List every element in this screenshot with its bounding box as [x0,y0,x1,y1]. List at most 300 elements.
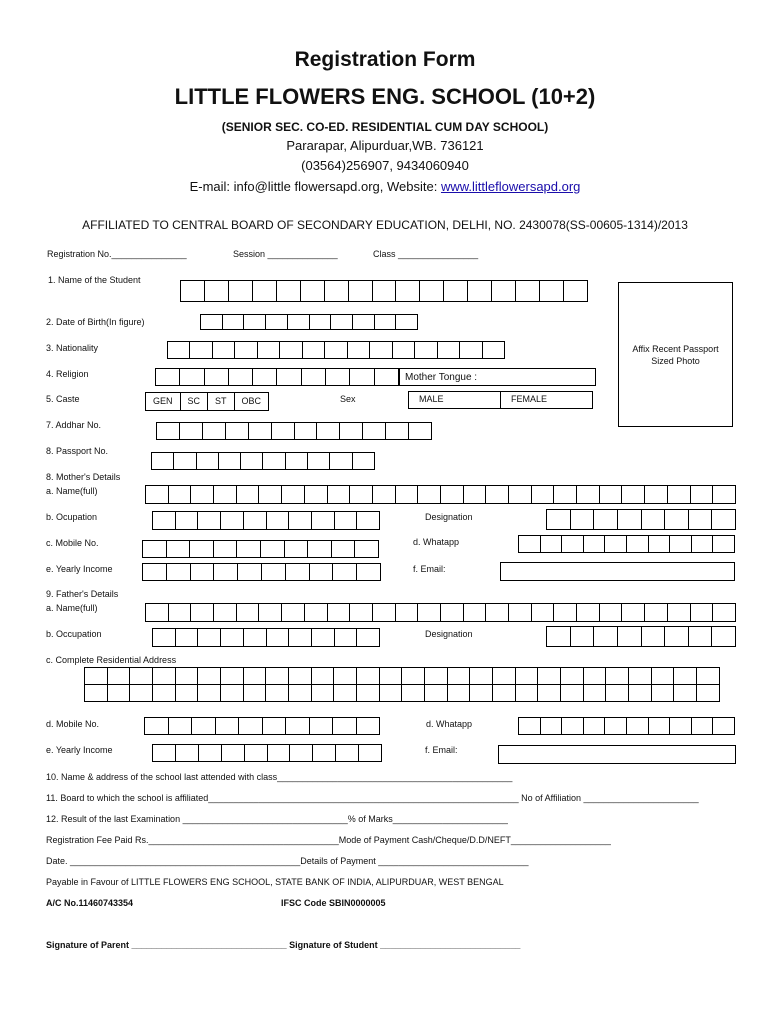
char-box[interactable] [156,369,180,385]
char-box[interactable] [176,512,199,529]
char-box[interactable] [221,629,244,646]
char-box[interactable] [191,486,214,503]
char-box[interactable] [402,668,425,684]
char-box[interactable] [266,668,289,684]
char-box[interactable] [167,541,191,557]
char-box[interactable] [333,718,357,734]
char-box[interactable] [237,486,260,503]
char-box[interactable] [191,604,214,621]
char-box[interactable] [268,745,291,761]
char-box[interactable] [357,629,379,646]
char-box[interactable] [190,541,214,557]
char-box[interactable] [214,486,237,503]
signature-line[interactable]: Signature of Parent _______________________________ Signature of Student ____________________________ [46,940,521,950]
char-box[interactable] [85,668,108,684]
char-box[interactable] [396,604,419,621]
caste-st[interactable]: ST [208,393,235,410]
date-line[interactable]: Date. ______________________________________________Details of Payment ______________________________ [46,856,529,866]
char-box[interactable] [629,685,652,701]
char-box[interactable] [594,510,618,529]
char-box[interactable] [538,685,561,701]
char-box[interactable] [353,315,375,329]
char-box[interactable] [222,745,245,761]
char-box[interactable] [486,486,509,503]
mother-whatapp-boxes[interactable] [518,535,735,553]
char-box[interactable] [697,685,719,701]
char-box[interactable] [176,629,199,646]
caste-options[interactable] [145,392,269,411]
char-box[interactable] [350,486,373,503]
sex-female[interactable]: FEMALE [511,394,548,404]
char-box[interactable] [564,281,587,301]
char-box[interactable] [618,627,642,646]
char-box[interactable] [584,668,607,684]
char-box[interactable] [691,604,714,621]
char-box[interactable] [201,315,223,329]
char-box[interactable] [357,512,379,529]
char-box[interactable] [516,668,539,684]
char-box[interactable] [272,423,295,439]
char-box[interactable] [169,604,192,621]
char-box[interactable] [108,685,131,701]
char-box[interactable] [438,342,460,358]
mother-email-box[interactable] [500,562,735,581]
char-box[interactable] [493,668,516,684]
char-box[interactable] [305,486,328,503]
sex-options[interactable] [408,391,593,409]
char-box[interactable] [277,281,301,301]
char-box[interactable] [393,342,415,358]
char-box[interactable] [267,512,290,529]
char-box[interactable] [373,281,397,301]
char-box[interactable] [198,685,221,701]
char-box[interactable] [143,564,167,580]
char-box[interactable] [176,745,199,761]
char-box[interactable] [328,604,351,621]
char-box[interactable] [214,604,237,621]
char-box[interactable] [606,685,629,701]
char-box[interactable] [263,718,287,734]
char-box[interactable] [622,604,645,621]
char-box[interactable] [295,423,318,439]
char-box[interactable] [627,536,649,552]
char-box[interactable] [305,604,328,621]
char-box[interactable] [335,512,358,529]
char-box[interactable] [249,423,272,439]
char-box[interactable] [237,604,260,621]
char-box[interactable] [259,486,282,503]
char-box[interactable] [357,668,380,684]
char-box[interactable] [282,604,305,621]
char-box[interactable] [547,627,571,646]
char-box[interactable] [571,627,595,646]
char-box[interactable] [302,369,326,385]
char-box[interactable] [146,486,169,503]
q11-line[interactable]: 11. Board to which the school is affiliated______________________________________________________________ No of Affiliation _______________________ [46,793,699,803]
char-box[interactable] [396,315,417,329]
char-box[interactable] [350,604,373,621]
char-box[interactable] [221,668,244,684]
char-box[interactable] [441,604,464,621]
char-box[interactable] [280,342,302,358]
char-box[interactable] [532,486,555,503]
char-box[interactable] [425,668,448,684]
father-designation-boxes[interactable] [546,626,736,647]
char-box[interactable] [261,541,285,557]
char-box[interactable] [277,369,301,385]
char-box[interactable] [214,541,238,557]
char-box[interactable] [203,423,226,439]
char-box[interactable] [600,604,623,621]
char-box[interactable] [584,536,606,552]
char-box[interactable] [130,685,153,701]
char-box[interactable] [562,718,584,734]
char-box[interactable] [336,745,359,761]
char-box[interactable] [348,342,370,358]
char-box[interactable] [493,685,516,701]
char-box[interactable] [470,668,493,684]
char-box[interactable] [253,369,277,385]
char-box[interactable] [645,486,668,503]
char-box[interactable] [258,342,280,358]
char-box[interactable] [334,668,357,684]
char-box[interactable] [241,453,263,469]
char-box[interactable] [618,510,642,529]
char-box[interactable] [460,342,482,358]
char-box[interactable] [519,536,541,552]
q12-line[interactable]: 12. Result of the last Examination _________________________________% of Marks_______________________ [46,814,508,824]
char-box[interactable] [584,685,607,701]
char-box[interactable] [244,512,267,529]
char-box[interactable] [244,685,267,701]
char-box[interactable] [199,745,222,761]
father-occupation-boxes[interactable] [152,628,380,647]
char-box[interactable] [301,281,325,301]
char-box[interactable] [198,512,221,529]
char-box[interactable] [349,281,373,301]
char-box[interactable] [332,541,356,557]
char-box[interactable] [622,486,645,503]
char-box[interactable] [674,685,697,701]
char-box[interactable] [689,627,713,646]
char-box[interactable] [190,342,212,358]
caste-gen[interactable]: GEN [146,393,181,410]
char-box[interactable] [226,423,249,439]
char-box[interactable] [516,281,540,301]
char-box[interactable] [192,718,216,734]
char-box[interactable] [244,315,266,329]
char-box[interactable] [205,281,229,301]
char-box[interactable] [333,564,357,580]
char-box[interactable] [418,486,441,503]
char-box[interactable] [712,627,735,646]
char-box[interactable] [357,718,380,734]
char-box[interactable] [577,604,600,621]
char-box[interactable] [713,536,734,552]
father-whatapp-boxes[interactable] [518,717,735,735]
char-box[interactable] [308,453,330,469]
mother-occupation-boxes[interactable] [152,511,380,530]
char-box[interactable] [670,536,692,552]
char-box[interactable] [85,685,108,701]
char-box[interactable] [483,342,504,358]
mother-name-boxes[interactable] [145,485,736,504]
char-box[interactable] [441,486,464,503]
char-box[interactable] [335,629,358,646]
char-box[interactable] [239,718,263,734]
char-box[interactable] [130,668,153,684]
char-box[interactable] [541,536,563,552]
char-box[interactable] [334,685,357,701]
char-box[interactable] [237,541,261,557]
father-mobile-boxes[interactable] [144,717,380,735]
char-box[interactable] [713,604,735,621]
char-box[interactable] [317,423,340,439]
mother-mobile-boxes[interactable] [142,540,379,558]
char-box[interactable] [259,604,282,621]
char-box[interactable] [606,668,629,684]
char-box[interactable] [547,510,571,529]
char-box[interactable] [328,486,351,503]
caste-sc[interactable]: SC [181,393,209,410]
char-box[interactable] [289,668,312,684]
char-box[interactable] [697,668,719,684]
dob-boxes[interactable] [200,314,418,330]
char-box[interactable] [357,564,380,580]
caste-obc[interactable]: OBC [241,396,262,406]
char-box[interactable] [605,718,627,734]
char-box[interactable] [282,486,305,503]
char-box[interactable] [538,668,561,684]
char-box[interactable] [561,685,584,701]
char-box[interactable] [370,342,392,358]
father-email-box[interactable] [498,745,736,764]
char-box[interactable] [169,486,192,503]
char-box[interactable] [571,510,595,529]
char-box[interactable] [448,685,471,701]
char-box[interactable] [691,486,714,503]
father-name-boxes[interactable] [145,603,736,622]
char-box[interactable] [420,281,444,301]
char-box[interactable] [313,745,336,761]
char-box[interactable] [167,564,191,580]
char-box[interactable] [425,685,448,701]
char-box[interactable] [670,718,692,734]
char-box[interactable] [649,718,671,734]
aadhar-boxes[interactable] [156,422,432,440]
char-box[interactable] [464,604,487,621]
char-box[interactable] [288,315,310,329]
char-box[interactable] [402,685,425,701]
char-box[interactable] [310,718,334,734]
char-box[interactable] [286,564,310,580]
char-box[interactable] [600,486,623,503]
char-box[interactable] [325,342,347,358]
char-box[interactable] [375,369,398,385]
char-box[interactable] [180,369,204,385]
char-box[interactable] [359,745,381,761]
char-box[interactable] [492,281,516,301]
char-box[interactable] [340,423,363,439]
char-box[interactable] [509,486,532,503]
char-box[interactable] [331,315,353,329]
char-box[interactable] [418,604,441,621]
char-box[interactable] [668,604,691,621]
char-box[interactable] [415,342,437,358]
char-box[interactable] [577,486,600,503]
char-box[interactable] [108,668,131,684]
char-box[interactable] [665,627,689,646]
char-box[interactable] [285,541,309,557]
char-box[interactable] [561,668,584,684]
char-box[interactable] [244,668,267,684]
char-box[interactable] [516,685,539,701]
char-box[interactable] [253,281,277,301]
char-box[interactable] [197,453,219,469]
char-box[interactable] [689,510,713,529]
char-box[interactable] [153,685,176,701]
address-boxes-row2[interactable] [84,684,720,702]
char-box[interactable] [180,423,203,439]
fee-line[interactable]: Registration Fee Paid Rs.______________________________________Mode of Payment Cash/Cheque/D.D/NEFT____________________ [46,835,611,845]
char-box[interactable] [153,668,176,684]
sex-male[interactable]: MALE [409,392,501,408]
char-box[interactable] [713,718,734,734]
char-box[interactable] [375,315,397,329]
char-box[interactable] [205,369,229,385]
char-box[interactable] [692,718,714,734]
char-box[interactable] [168,342,190,358]
char-box[interactable] [468,281,492,301]
char-box[interactable] [289,512,312,529]
char-box[interactable] [380,685,403,701]
char-box[interactable] [238,564,262,580]
char-box[interactable] [176,685,199,701]
char-box[interactable] [584,718,606,734]
char-box[interactable] [373,604,396,621]
char-box[interactable] [290,745,313,761]
char-box[interactable] [486,604,509,621]
char-box[interactable] [642,627,666,646]
char-box[interactable] [174,453,196,469]
char-box[interactable] [221,685,244,701]
char-box[interactable] [668,486,691,503]
char-box[interactable] [652,685,675,701]
address-boxes-row1[interactable] [84,667,720,685]
char-box[interactable] [629,668,652,684]
char-box[interactable] [221,512,244,529]
char-box[interactable] [191,564,215,580]
student-name-boxes[interactable] [180,280,588,302]
char-box[interactable] [286,718,310,734]
photo-box[interactable] [618,282,733,427]
char-box[interactable] [153,512,176,529]
char-box[interactable] [262,564,286,580]
char-box[interactable] [235,342,257,358]
char-box[interactable] [213,342,235,358]
char-box[interactable] [245,745,268,761]
char-box[interactable] [674,668,697,684]
char-box[interactable] [145,718,169,734]
char-box[interactable] [266,685,289,701]
char-box[interactable] [509,604,532,621]
char-box[interactable] [289,629,312,646]
passport-boxes[interactable] [151,452,375,470]
char-box[interactable] [642,510,666,529]
char-box[interactable] [312,512,335,529]
char-box[interactable] [519,718,541,734]
char-box[interactable] [219,453,241,469]
char-box[interactable] [266,315,288,329]
char-box[interactable] [386,423,409,439]
char-box[interactable] [540,281,564,301]
char-box[interactable] [325,281,349,301]
char-box[interactable] [326,369,350,385]
char-box[interactable] [470,685,493,701]
char-box[interactable] [310,315,332,329]
char-box[interactable] [396,486,419,503]
char-box[interactable] [444,281,468,301]
char-box[interactable] [312,668,335,684]
religion-boxes[interactable] [155,368,399,386]
char-box[interactable] [357,685,380,701]
nationality-boxes[interactable] [167,341,505,359]
char-box[interactable] [355,541,378,557]
char-box[interactable] [554,486,577,503]
char-box[interactable] [229,369,253,385]
char-box[interactable] [214,564,238,580]
mother-tongue-box[interactable] [399,368,596,386]
char-box[interactable] [303,342,325,358]
char-box[interactable] [713,486,735,503]
char-box[interactable] [409,423,431,439]
char-box[interactable] [267,629,290,646]
char-box[interactable] [562,536,584,552]
mother-designation-boxes[interactable] [546,509,736,530]
char-box[interactable] [229,281,253,301]
q10-line[interactable]: 10. Name & address of the school last attended with class_______________________________________________ [46,772,513,782]
char-box[interactable] [310,564,334,580]
char-box[interactable] [153,745,176,761]
char-box[interactable] [353,453,374,469]
char-box[interactable] [541,718,563,734]
char-box[interactable] [289,685,312,701]
char-box[interactable] [153,629,176,646]
char-box[interactable] [594,627,618,646]
char-box[interactable] [448,668,471,684]
char-box[interactable] [532,604,555,621]
char-box[interactable] [464,486,487,503]
char-box[interactable] [157,423,180,439]
char-box[interactable] [198,629,221,646]
char-box[interactable] [649,536,671,552]
char-box[interactable] [169,718,193,734]
char-box[interactable] [652,668,675,684]
father-income-boxes[interactable] [152,744,382,762]
char-box[interactable] [181,281,205,301]
char-box[interactable] [330,453,352,469]
char-box[interactable] [363,423,386,439]
char-box[interactable] [312,629,335,646]
char-box[interactable] [176,668,199,684]
char-box[interactable] [373,486,396,503]
char-box[interactable] [143,541,167,557]
char-box[interactable] [308,541,332,557]
char-box[interactable] [712,510,735,529]
char-box[interactable] [286,453,308,469]
char-box[interactable] [692,536,714,552]
char-box[interactable] [554,604,577,621]
